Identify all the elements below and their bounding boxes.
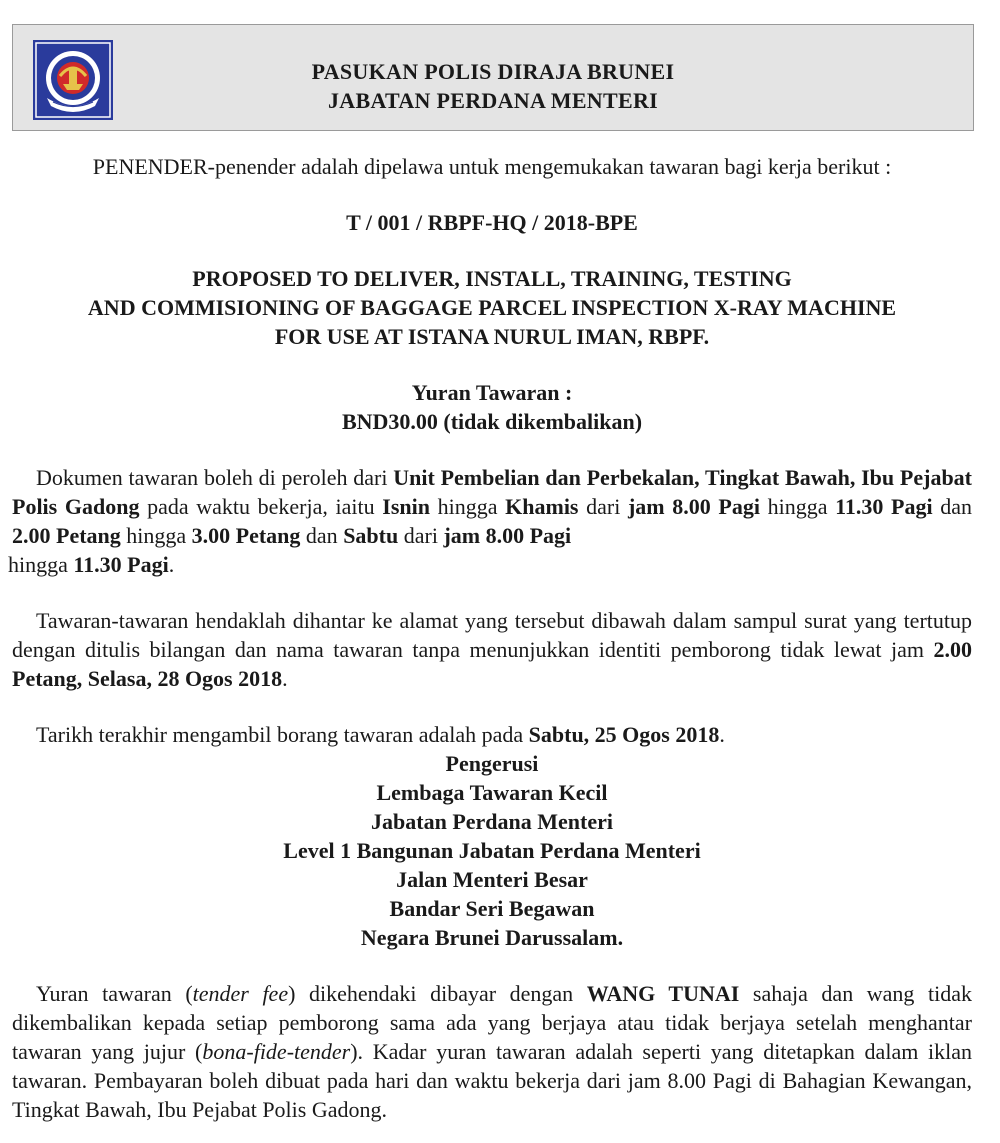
address-line-2: Lembaga Tawaran Kecil bbox=[376, 780, 608, 805]
saturday-label: Sabtu bbox=[343, 523, 399, 548]
afternoon-start-time: 2.00 Petang bbox=[12, 523, 121, 548]
saturday-end-time: 11.30 Pagi bbox=[73, 552, 169, 577]
weekday-end: Khamis bbox=[505, 494, 579, 519]
tender-title-line2: AND COMMISIONING OF BAGGAGE PARCEL INSPECTION X-RAY MACHINE bbox=[87, 295, 897, 320]
paragraph-text: dari bbox=[398, 523, 444, 548]
paragraph-text: . bbox=[168, 552, 175, 577]
paragraph-text: . bbox=[719, 722, 725, 747]
org-name-line2: JABATAN PERDANA MENTERI bbox=[328, 88, 658, 113]
paragraph-text: dan bbox=[932, 494, 973, 519]
tender-reference-text: T / 001 / RBPF-HQ / 2018-BPE bbox=[346, 210, 638, 235]
tender-notice-body bbox=[8, 152, 973, 1124]
payment-paragraph bbox=[12, 979, 972, 1124]
bona-fide-term: bona-fide-tender bbox=[202, 1039, 351, 1064]
paragraph-text: ) dikehendaki dibayar dengan bbox=[288, 981, 587, 1006]
org-name-line1: PASUKAN POLIS DIRAJA BRUNEI bbox=[311, 59, 675, 84]
address-line-4: Level 1 Bangunan Jabatan Perdana Menteri bbox=[283, 838, 701, 863]
paragraph-text: hingga bbox=[429, 494, 506, 519]
address-line-1: Pengerusi bbox=[445, 751, 539, 776]
saturday-start-time: jam 8.00 Pagi bbox=[443, 523, 572, 548]
address-line-6: Bandar Seri Begawan bbox=[389, 896, 595, 921]
address-line-3: Jabatan Perdana Menteri bbox=[371, 809, 613, 834]
tender-fee-term: tender fee bbox=[192, 981, 289, 1006]
paragraph-text: pada waktu bekerja, iaitu bbox=[139, 494, 383, 519]
morning-start-time: jam 8.00 Pagi bbox=[627, 494, 760, 519]
tender-reference bbox=[12, 208, 972, 237]
cash-only-notice: WANG TUNAI bbox=[586, 981, 740, 1006]
paragraph-text: Dokumen tawaran boleh di peroleh dari bbox=[36, 465, 394, 490]
submission-paragraph bbox=[12, 606, 972, 693]
organization-title bbox=[13, 57, 973, 115]
paragraph-text: ). Kadar yuran tawaran adalah seperti yang ditetapkan dalam iklan tawaran. Pembayaran boleh dibuat pada hari dan waktu bekerja dari jam 8.00 Pagi di Bahagian Kewangan, Tingkat Bawah, Ibu Pejabat Polis Gadong. bbox=[12, 1039, 973, 1122]
weekday-start: Isnin bbox=[382, 494, 430, 519]
tender-title-line1: PROPOSED TO DELIVER, INSTALL, TRAINING, TESTING bbox=[192, 266, 792, 291]
paragraph-text: dari bbox=[578, 494, 628, 519]
tender-fee-amount: BND30.00 (tidak dikembalikan) bbox=[341, 409, 643, 434]
paragraph-text: Tarikh terakhir mengambil borang tawaran adalah pada bbox=[36, 722, 529, 747]
document-availability-paragraph bbox=[8, 463, 973, 579]
submission-deadline: 2.00 Petang, Selasa, 28 Ogos 2018 bbox=[12, 637, 972, 691]
paragraph-text: sahaja dan wang tidak dikembalikan kepada setiap pemborong sama ada yang berjaya atau tidak berjaya setelah menghantar tawaran yang jujur ( bbox=[12, 981, 972, 1064]
tender-fee-label: Yuran Tawaran : bbox=[411, 380, 573, 405]
paragraph-text: . bbox=[282, 666, 288, 691]
paragraph-text: Yuran tawaran ( bbox=[36, 981, 193, 1006]
afternoon-end-time: 3.00 Petang bbox=[191, 523, 301, 548]
tender-title bbox=[12, 264, 972, 351]
tender-title-line3: FOR USE AT ISTANA NURUL IMAN, RBPF. bbox=[274, 324, 710, 349]
last-collection-paragraph bbox=[12, 720, 972, 749]
last-collection-date: Sabtu, 25 Ogos 2018 bbox=[528, 722, 720, 747]
intro-text: PENENDER-penender adalah dipelawa untuk mengemukakan tawaran bagi kerja berikut : bbox=[92, 154, 892, 179]
collection-location: Unit Pembelian dan Perbekalan, Tingkat Bawah, Ibu Pejabat Polis Gadong bbox=[12, 465, 973, 519]
paragraph-text: Tawaran-tawaran hendaklah dihantar ke alamat yang tersebut dibawah dalam sampul surat yang tertutup dengan ditulis bilangan dan nama tawaran tanpa menunjukkan identiti pemborong tidak lewat jam bbox=[12, 608, 972, 662]
submission-address bbox=[12, 749, 972, 952]
paragraph-text: dan bbox=[300, 523, 344, 548]
paragraph-text: hingga bbox=[8, 552, 74, 577]
address-line-5: Jalan Menteri Besar bbox=[396, 867, 588, 892]
paragraph-text: hingga bbox=[759, 494, 836, 519]
morning-end-time: 11.30 Pagi bbox=[835, 494, 933, 519]
paragraph-text: hingga bbox=[120, 523, 192, 548]
header-banner bbox=[12, 24, 974, 131]
address-line-7: Negara Brunei Darussalam. bbox=[360, 925, 624, 950]
tender-fee bbox=[12, 378, 972, 436]
